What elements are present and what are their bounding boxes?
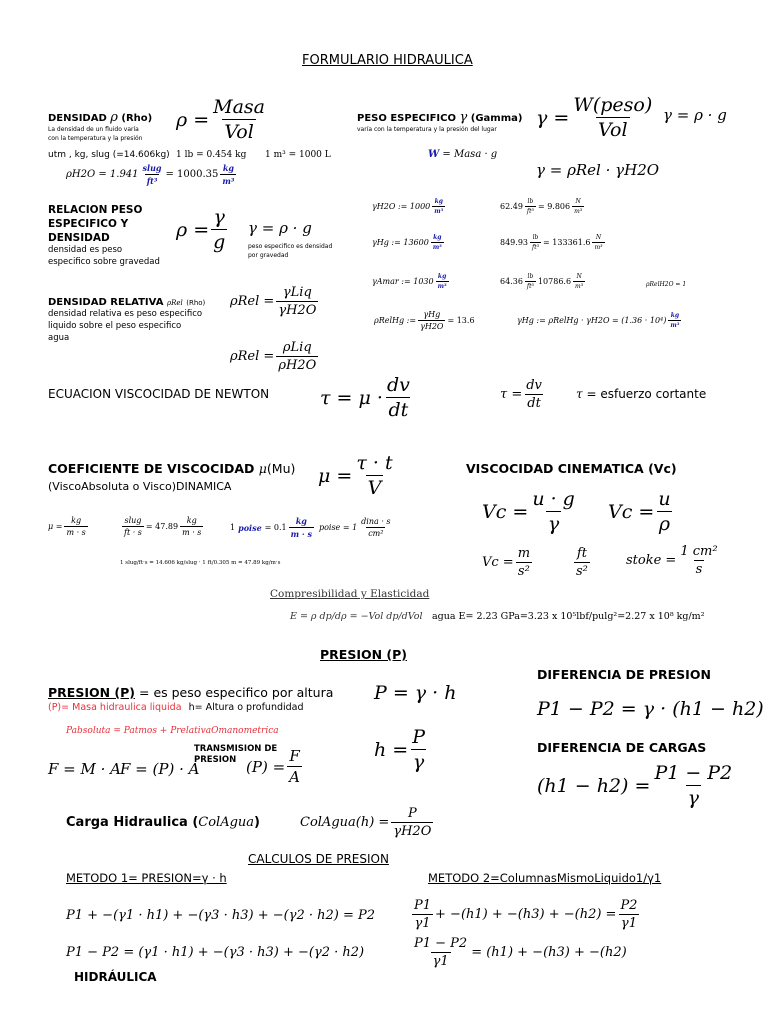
- mu-label: (Mu): [266, 461, 296, 476]
- metodo-2-label: METODO 2=ColumnasMismoLiquido1/γ1: [428, 871, 662, 885]
- transmision-label-1: TRANSMISION DE: [194, 744, 278, 754]
- formula-lhs: stoke =: [626, 553, 677, 568]
- cut-off-heading: [48, 967, 188, 984]
- formula-num: τ · t: [356, 452, 393, 474]
- formula-den: γH2O: [278, 303, 317, 318]
- poise-definition: [230, 516, 395, 539]
- formula-num-2: P2: [620, 898, 638, 913]
- formula-den-2: γ1: [620, 916, 637, 931]
- cinematica-label: VISCOCIDAD CINEMATICA (Vc): [466, 461, 677, 476]
- formula-num: F: [289, 747, 300, 765]
- rho-h2o-lhs: ρH2O = 1.941: [66, 169, 139, 180]
- unit-num: slug: [142, 163, 162, 173]
- formula-lhs: ρRel =: [230, 349, 275, 364]
- coeficiente-label: [48, 462, 295, 476]
- gamma-label: (Gamma): [470, 113, 523, 124]
- vc-formula-1: [482, 488, 579, 535]
- formula-lhs: τ =: [500, 387, 523, 402]
- alt-value: 62.49: [500, 202, 523, 211]
- newton-formula-2: [500, 378, 546, 411]
- vc-formula-2: [608, 488, 675, 535]
- formula-num: ft: [576, 546, 587, 561]
- formula-den: Vol: [598, 119, 628, 141]
- formula-den: γ: [687, 787, 699, 809]
- formula-lhs: (P) =: [246, 757, 286, 776]
- presion-definition: [48, 686, 333, 700]
- formula-num: u: [658, 488, 671, 510]
- rho-h2o-eq: = 1000.35: [165, 169, 219, 180]
- diferencia-cargas-label: DIFERENCIA DE CARGAS: [537, 740, 707, 755]
- gamma-symbol: γ: [459, 110, 468, 125]
- formula-num: γLiq: [282, 285, 312, 300]
- formula-lhs: γ =: [536, 106, 570, 129]
- densidad-relativa-desc-3: agua: [48, 333, 70, 343]
- relacion-line-1: RELACION PESO: [48, 204, 143, 216]
- row-lhs: γH2O := 1000: [372, 202, 431, 211]
- formula-lhs: μ =: [318, 464, 353, 487]
- formula-lhs: ρ =: [176, 218, 210, 241]
- formula-num: P1 − P2: [654, 762, 733, 784]
- formula-den: s²: [576, 564, 588, 579]
- presion-section-title: PRESION (P): [320, 647, 408, 662]
- alt-value: 849.93: [500, 238, 528, 247]
- row-lhs: γAmar := 1030: [372, 277, 434, 286]
- rho-h2o-formula: [66, 163, 238, 186]
- formula-lhs: Vc =: [608, 500, 655, 523]
- relacion-note-1: peso especifico es densidad: [248, 243, 333, 250]
- rho-rel-formula-2: [230, 340, 320, 373]
- formula-lhs: ρ =: [176, 108, 210, 131]
- peso-especifico-formula: [536, 94, 656, 141]
- alt-value: 64.36: [500, 277, 523, 286]
- unit-n: N: [595, 234, 602, 241]
- unit-lb: lb: [527, 198, 534, 205]
- metodo-2-equation-1: [410, 898, 641, 931]
- label-text: DENSIDAD RELATIVA: [48, 297, 164, 308]
- formula-den: γH2O: [393, 824, 432, 839]
- densidad-label-text: DENSIDAD: [48, 113, 107, 124]
- lb-equivalence: 1 lb = 0.454 kg: [176, 150, 247, 160]
- formula-den: dt: [527, 396, 541, 411]
- densidad-desc-1: La densidad de un fluido varía: [48, 126, 139, 133]
- compresibilidad-formula: E = ρ dp/dρ = −Vol dp/dVol: [290, 611, 423, 622]
- formula-num: m: [517, 546, 531, 561]
- gamma-hg-alt: [500, 234, 607, 251]
- unit-m3: m³: [574, 208, 583, 215]
- newton-formula: [320, 374, 414, 421]
- carga-close: ): [254, 815, 260, 830]
- unit-kg: kg: [434, 198, 443, 205]
- formula-num: u · g: [532, 488, 575, 510]
- formula-den: γ1: [414, 916, 431, 931]
- row-den: γH2O: [420, 322, 444, 331]
- row-val: = 13.6: [447, 316, 475, 325]
- unit-m3: m³: [575, 283, 584, 290]
- w-rhs: = Masa · g: [442, 149, 498, 160]
- unit-kg: kg: [437, 273, 447, 280]
- diferencia-cargas-formula: [537, 762, 736, 809]
- unit-m3: m³: [432, 244, 442, 251]
- rho-rel-h2o: ρRelH2O = 1: [646, 281, 687, 288]
- newton-label: ECUACION VISCOCIDAD DE NEWTON: [48, 387, 270, 401]
- unit-den: ft³: [146, 176, 158, 186]
- formula-lhs: ρRel =: [230, 294, 275, 309]
- formula-den: ρH2O: [278, 358, 317, 373]
- vc-units: [482, 546, 534, 579]
- calculos-section-title: CALCULOS DE PRESION: [248, 852, 389, 866]
- carga-label-text: Carga Hidraulica (: [66, 815, 199, 830]
- relacion-line-3: DENSIDAD: [48, 232, 110, 244]
- cut-off-text: HIDRÁULICA: [74, 970, 157, 984]
- formula-num: P1: [414, 898, 432, 913]
- formula-lhs: τ = μ ·: [320, 386, 383, 409]
- peso-especifico-label: [357, 111, 522, 126]
- gamma-hg-row: [372, 234, 446, 251]
- vc-units-ft: [572, 546, 592, 579]
- relacion-desc-2: especifico sobre gravedad: [48, 257, 160, 267]
- tau-definition: [576, 388, 706, 402]
- unit-ft3: ft³: [526, 283, 534, 290]
- formula-den: s²: [517, 564, 530, 579]
- slug-conversion-detail: 1 slug/ft·s = 14.606 kg/slug · 1 ft/0.305 m = 47.89 kg/m·s: [120, 560, 281, 566]
- colagua-symbol: ColAgua: [198, 815, 255, 830]
- unit-kg: kg: [670, 312, 680, 319]
- row-lhs: ρRelHg :=: [374, 316, 417, 325]
- w-symbol: W: [428, 149, 440, 160]
- formula-num: γ: [213, 206, 225, 228]
- mu-symbol: μ: [258, 461, 267, 476]
- formula-lhs: Vc =: [482, 500, 529, 523]
- formula-den: dt: [388, 399, 409, 421]
- mu-units: [48, 516, 90, 537]
- metodo-1-equation-1: P1 + −(γ1 · h1) + −(γ3 · h3) + −(γ2 · h2) = P2: [66, 908, 376, 923]
- poise-den-2: cm²: [368, 529, 384, 538]
- w-formula: [428, 149, 497, 161]
- formula-den: V: [367, 477, 382, 499]
- rho-rel-label: (Rho): [186, 299, 206, 307]
- unit-ft3: ft³: [532, 244, 540, 251]
- poise-num-2: dina · s: [361, 517, 391, 526]
- formula-den: γ: [412, 751, 425, 773]
- gamma-h2o-row: [372, 198, 447, 215]
- densidad-units: utm , kg, slug (=14.606kg): [48, 150, 170, 160]
- formula-lhs: h =: [374, 738, 409, 761]
- formula-lhs: Vc =: [482, 555, 514, 570]
- unit-lb: lb: [532, 234, 539, 241]
- formula-den-2: m · s: [182, 528, 202, 537]
- formula-num: P: [407, 806, 417, 821]
- row-lhs: γHg := 13600: [372, 238, 429, 247]
- gamma-h2o-alt: [500, 198, 586, 215]
- agua-modulo: agua E= 2.23 GPa=3.23 x 10⁵lbf/pulg²=2.27 x 10⁸ kg/m²: [432, 611, 705, 622]
- densidad-relativa-desc-1: densidad relativa es peso especifico: [48, 309, 203, 319]
- rho-rel-hg-row: [374, 310, 475, 331]
- formula-den: ft · s: [124, 528, 142, 537]
- unit-m3: m³: [670, 322, 680, 329]
- f-m-a: F = M · A: [48, 760, 122, 778]
- unit-m3: m³: [594, 244, 603, 251]
- densidad-desc-2: con la temperatura y la presión: [48, 135, 143, 142]
- eq-value: 10786.6: [537, 277, 572, 286]
- equation-rhs: = (h1) + −(h3) + −(h2): [471, 945, 627, 960]
- formula-num: dv: [386, 374, 410, 396]
- formula-den: ρ: [658, 513, 671, 535]
- densidad-relativa-label: [48, 297, 205, 309]
- presion-notes: [48, 703, 304, 714]
- poise-one: 1: [230, 523, 236, 532]
- unit-kg: kg: [433, 234, 442, 241]
- formula-den: g: [213, 231, 226, 253]
- relacion-formula: [176, 206, 229, 253]
- densidad-formula: [176, 96, 269, 143]
- tau-symbol: τ: [576, 387, 583, 401]
- relacion-gamma-rho-g: γ = ρ · g: [248, 219, 312, 237]
- stoke-formula: [626, 544, 722, 577]
- metodo-1-equation-2: P1 − P2 = (γ1 · h1) + −(γ3 · h3) + −(γ2 · h2): [66, 945, 365, 960]
- unit-num-2: kg: [222, 163, 234, 173]
- peso-especifico-desc: varía con la temperatura y la presión del lugar: [357, 126, 497, 133]
- formula-den: s: [695, 562, 703, 577]
- diferencia-presion-formula: P1 − P2 = γ · (h1 − h2): [537, 698, 764, 720]
- gamma-rel-formula: γ = ρRel · γH2O: [536, 161, 660, 179]
- formula-num: slug: [124, 516, 142, 525]
- unit-ft3: ft³: [526, 208, 534, 215]
- gamma-amar-row: [372, 273, 451, 290]
- gamma-rho-g: γ = ρ · g: [663, 106, 727, 124]
- rho-rel-symbol: ρRel: [166, 299, 183, 307]
- transmision-formula: [246, 747, 304, 786]
- relacion-note-2: por gravedad: [248, 252, 289, 259]
- formula-num: dv: [526, 378, 542, 393]
- transmision-label-2: PRESION: [194, 755, 237, 765]
- f-p-a: F = (P) · A: [120, 760, 200, 778]
- formula-num: ρLiq: [282, 340, 312, 355]
- formula-lhs: μ =: [48, 522, 63, 531]
- rho-symbol: ρ: [110, 110, 118, 125]
- coeficiente-sub: (ViscoAbsoluta o Visco)DINAMICA: [48, 480, 232, 493]
- formula-den: m · s: [66, 528, 86, 537]
- rho-label: (Rho): [121, 113, 153, 124]
- gamma-hg-rel-row: [517, 312, 683, 329]
- formula-den: A: [289, 768, 300, 786]
- pabsoluta-formula: Pabsoluta = Patmos + PrelativaOmanometrica: [66, 726, 279, 736]
- formula-num: 1 cm²: [680, 544, 718, 559]
- formula-num: kg: [71, 516, 82, 525]
- relacion-line-2: ESPECIFICO Y: [48, 218, 129, 230]
- eq-value: = 47.89: [145, 522, 179, 531]
- formula-lhs: ColAgua(h) =: [300, 815, 390, 830]
- rho-rel-formula-1: [230, 285, 320, 318]
- masa-hidraulica-note: (P)= Masa hidraulica liquida: [48, 702, 182, 713]
- label-text: COEFICIENTE DE VISCOCIDAD: [48, 461, 255, 476]
- h-formula: [374, 726, 429, 773]
- coeficiente-formula: [318, 452, 397, 499]
- poise-rhs: poise = 1: [318, 523, 358, 532]
- page-title: FORMULARIO HIDRAULICA: [302, 53, 473, 68]
- formula-num: P1 − P2: [414, 936, 468, 951]
- eq-value: = 133361.6: [543, 238, 591, 247]
- unit-m3: m³: [437, 283, 447, 290]
- colagua-formula: [300, 806, 435, 839]
- unit-n: N: [575, 198, 581, 205]
- row-lhs: γHg := ρRelHg · γH2O = (1.36 · 10⁴): [517, 316, 667, 325]
- unit-n: N: [576, 273, 582, 280]
- compresibilidad-label: Compresibilidad y Elasticidad: [270, 588, 430, 600]
- unit-den-2: m³: [222, 176, 235, 186]
- formula-num: P: [412, 726, 425, 748]
- formula-den: γ1: [432, 954, 449, 969]
- m3-equivalence: 1 m³ = 1000 L: [265, 150, 331, 160]
- equation-mid: + −(h1) + −(h3) + −(h2) =: [435, 907, 617, 922]
- relacion-desc-1: densidad es peso: [48, 245, 123, 255]
- tau-def-text: = esfuerzo cortante: [586, 387, 707, 401]
- metodo-1-label: METODO 1= PRESION=γ · h: [66, 871, 227, 885]
- row-num: γHg: [423, 310, 441, 319]
- formula-num: Masa: [213, 96, 266, 118]
- formula-lhs: (h1 − h2) =: [537, 774, 651, 797]
- presion-label: PRESION (P): [48, 685, 136, 700]
- poise-eq: = 0.1: [264, 523, 287, 532]
- poise-word: poise: [238, 522, 262, 533]
- gamma-amar-alt: [500, 273, 587, 290]
- formula-num: W(peso): [573, 94, 653, 116]
- carga-hidraulica-label: [66, 816, 260, 831]
- diferencia-presion-label: DIFERENCIA DE PRESION: [537, 667, 711, 682]
- unit-m3: m³: [434, 208, 444, 215]
- poise-num: kg: [295, 516, 307, 526]
- metodo-2-equation-2: [410, 936, 627, 969]
- p-gamma-h: P = γ · h: [374, 682, 457, 704]
- densidad-label: [48, 111, 152, 126]
- unit-lb: lb: [527, 273, 534, 280]
- formula-den: γ: [547, 513, 560, 535]
- formula-den: Vol: [224, 121, 254, 143]
- eq-value: = 9.806: [537, 202, 571, 211]
- densidad-relativa-desc-2: liquido sobre el peso especifico: [48, 321, 182, 331]
- slug-conversion: [120, 516, 205, 537]
- presion-label-rest: = es peso especifico por altura: [139, 685, 334, 700]
- peso-label-text: PESO ESPECIFICO: [357, 113, 456, 124]
- formula-num-2: kg: [186, 516, 197, 525]
- poise-den: m · s: [290, 529, 312, 539]
- altura-note: h= Altura o profundidad: [188, 702, 304, 713]
